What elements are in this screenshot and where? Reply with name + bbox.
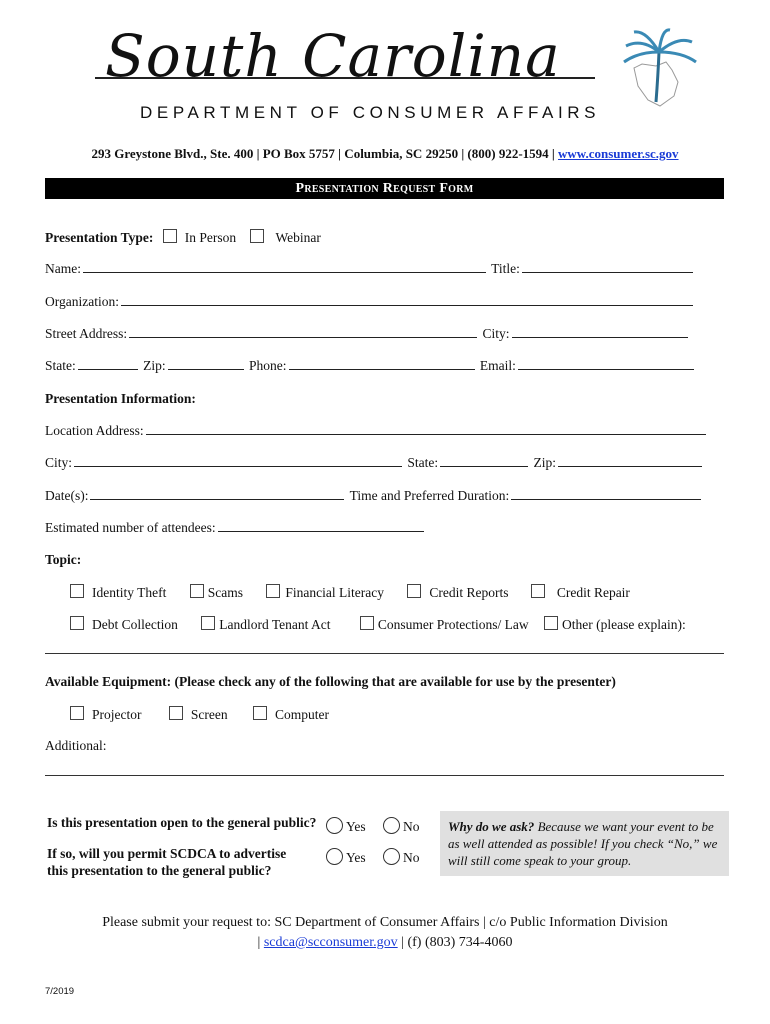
phone-field[interactable] [289,358,475,370]
landlord-tenant-checkbox[interactable] [201,616,215,630]
street-address-field[interactable] [129,326,477,338]
form-title: Presentation Request Form [295,181,474,196]
email-field[interactable] [518,358,694,370]
other-explain-line[interactable] [45,653,724,654]
submit-email-link[interactable]: scdca@scconsumer.gov [263,935,398,950]
event-state-field[interactable] [440,455,528,467]
event-city-label: City: [45,455,73,470]
name-label: Name: [45,261,81,276]
q2-yes-radio[interactable] [326,848,343,865]
name-title-row [45,261,695,277]
attendees-field[interactable] [218,520,424,532]
form-title-bar [45,178,724,199]
why-ask-text: Because we want your event to be as well attended as possible! If you check “No,” we will still come speak to your group. [448,819,718,868]
logo-department-text: DEPARTMENT OF CONSUMER AFFAIRS [140,103,601,122]
public-question-2-line-2: this presentation to the general public? [47,863,272,878]
logo-underline [95,77,595,79]
presentation-type-label: Presentation Type: [45,230,154,245]
projector-checkbox[interactable] [70,706,84,720]
consumer-protections-label: Consumer Protections/ Law [377,617,529,632]
event-city-field[interactable] [74,455,402,467]
presentation-type-row [45,229,321,246]
logo-script-text: South Carolina [105,22,561,90]
q2-no-radio[interactable] [383,848,400,865]
identity-theft-label: Identity Theft [92,585,167,600]
state-label: State: [45,358,76,373]
landlord-tenant-label: Landlord Tenant Act [219,617,331,632]
financial-literacy-label: Financial Literacy [285,585,384,600]
city-field[interactable] [512,326,688,338]
zip-label: Zip: [143,358,166,373]
in-person-label: In Person [184,230,237,245]
palmetto-logo-icon [612,26,702,110]
state-zip-phone-email-row [45,358,696,374]
dates-time-row [45,488,703,504]
attendees-label: Estimated number of attendees: [45,520,216,535]
street-city-row [45,326,690,342]
debt-collection-label: Debt Collection [92,617,178,632]
screen-label: Screen [190,707,228,722]
in-person-checkbox[interactable] [163,229,177,243]
website-link[interactable]: www.consumer.sc.gov [558,146,679,161]
email-label: Email: [479,358,516,373]
title-label: Title: [491,261,520,276]
public-question-2-line-1: If so, will you permit SCDCA to advertise [47,846,287,861]
city-label: City: [482,326,510,341]
revision-date: 7/2019 [45,986,75,997]
q2-no-label: No [403,850,420,865]
credit-reports-checkbox[interactable] [407,584,421,598]
webinar-checkbox[interactable] [250,229,264,243]
q1-yes-label: Yes [346,819,366,834]
q1-no-label: No [403,819,420,834]
computer-checkbox[interactable] [253,706,267,720]
other-checkbox[interactable] [544,616,558,630]
location-address-field[interactable] [146,423,706,435]
why-ask-note [440,811,729,876]
dates-field[interactable] [90,488,344,500]
street-address-label: Street Address: [45,326,128,341]
time-duration-label: Time and Preferred Duration: [349,488,510,503]
presentation-info-heading: Presentation Information: [45,391,196,406]
public-question-1: Is this presentation open to the general public? [47,815,317,830]
topic-heading: Topic: [45,552,82,567]
consumer-protections-checkbox[interactable] [360,616,374,630]
event-state-label: State: [407,455,439,470]
topic-row-1 [70,584,630,601]
projector-label: Projector [92,707,142,722]
additional-line[interactable] [45,775,724,776]
title-field[interactable] [522,261,693,273]
q1-yes-radio[interactable] [326,817,343,834]
submit-fax: | (f) (803) 734-4060 [401,935,513,950]
location-address-label: Location Address: [45,423,144,438]
screen-checkbox[interactable] [169,706,183,720]
address-text: 293 Greystone Blvd., Ste. 400 | PO Box 5757 | Columbia, SC 29250 | (800) 922-1594 | [91,146,555,161]
time-duration-field[interactable] [511,488,701,500]
financial-literacy-checkbox[interactable] [266,584,280,598]
phone-label: Phone: [249,358,287,373]
identity-theft-checkbox[interactable] [70,584,84,598]
address-line [0,146,770,162]
scams-label: Scams [207,585,243,600]
webinar-label: Webinar [275,230,321,245]
debt-collection-checkbox[interactable] [70,616,84,630]
equipment-heading: Available Equipment: (Please check any of the following that are available for use by the presenter) [45,674,616,689]
organization-label: Organization: [45,294,119,309]
state-field[interactable] [78,358,138,370]
submit-line-2 [0,935,770,951]
event-zip-field[interactable] [558,455,702,467]
why-ask-heading: Why do we ask? [448,819,535,834]
public-question-2 [47,845,286,879]
submit-line-1: Please submit your request to: SC Department of Consumer Affairs | c/o Public Information Division [102,915,668,930]
event-city-state-zip-row [45,455,704,471]
q1-no-radio[interactable] [383,817,400,834]
attendees-row [45,520,426,536]
organization-row [45,294,695,310]
name-field[interactable] [83,261,486,273]
credit-repair-label: Credit Repair [556,585,630,600]
submit-pipe: | [257,935,261,950]
zip-field[interactable] [168,358,244,370]
public-q2-options [326,848,420,866]
other-label: Other (please explain): [562,617,686,632]
organization-field[interactable] [121,294,693,306]
credit-repair-checkbox[interactable] [531,584,545,598]
credit-reports-label: Credit Reports [429,585,509,600]
dates-label: Date(s): [45,488,89,503]
q2-yes-label: Yes [346,850,366,865]
equipment-row [70,706,329,723]
computer-label: Computer [274,707,329,722]
public-q1-options [326,817,420,835]
event-zip-label: Zip: [533,455,557,470]
topic-row-2 [70,616,686,633]
scams-checkbox[interactable] [190,584,204,598]
location-row [45,423,708,439]
additional-label: Additional: [45,738,107,753]
